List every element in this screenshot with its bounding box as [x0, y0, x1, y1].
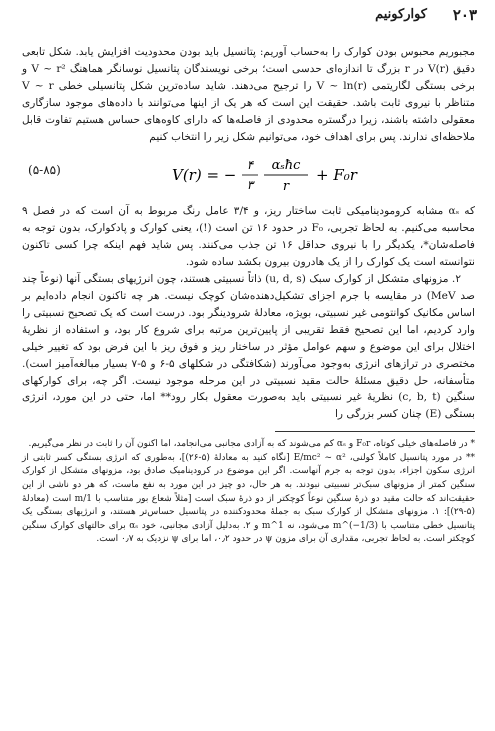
equation-lhs: V(r) = − — [172, 166, 237, 185]
fraction-1-numerator: ۴ — [246, 158, 254, 173]
paragraph-light-mesons: ۲. مزونهای متشکل از کوارک سبک (u, d, s) ذاتاً نسبیتی هستند، چون انرژیهای بستگی آنها (نوعاً چند صد MeV) در مقایسه با جرم اجزای تشکیل‌دهنده‌شان کوچک نیست. هر چه تاکنون انجام داده‌ایم بر اساس مکانیک کوانتومی غیر نسبیتی، بویژه، معادلهٔ شرودینگر بود. درست است که یک تصحیح نسبیتی را وارد کردیم، اما این تصحیح فقط تقریبی از پایین‌ترین مرتبه برای شروع کار بود، و استفاده از نظریهٔ اختلال برای این موضوع و سهم عوامل مؤثر در ساختار ریز و فوق ریز با این فرض بود که تغییر خیلی مختصری در ترازهای انرژی به‌وجود می‌آورند (شکافتگی در شکلهای ۵-۶ و ۵-۷ بسیار مبالغه‌آمیز است). متأسفانه، حل دقیق مسئلهٔ حالت مقید نسبیتی در این مرحله موجود نیست. اگر چه، برای کوارکهای سنگین (c, b, t) نظریهٔ غیر نسبیتی باید به‌صورت معقول بکار رود** اما، حتی در این مورد، انرژی بستگی (E) چنان کسر بزرگی را — [22, 273, 475, 421]
equation-block — [22, 151, 475, 195]
fraction-1-denominator: ۳ — [246, 178, 254, 193]
paragraph-intro: مجبوریم محبوس بودن کوارک را به‌حساب آوریم: پتانسیل باید بودن محدودیت افزایش یابد. شکل تابعی دقیق V(r) در r بزرگ تا اندازه‌ای حدسی است؛ برخی نویسندگان پتانسیل نوسانگر هماهنگ V ~ r² و برخی بستگی لگاریتمی V ~ ln(r) را ترجیح می‌دهند. شاید ساده‌ترین شکل پتانسیلی خطی V ~ r متناظر با نیروی ثابت باشد. حقیقت این است که هر یک از اینها می‌توانند با داده‌های موجود سازگاری معقولی داشته باشند، زیرا درگستره محدودی از فاصله‌ها که دارای کاوه‌های حساس هستیم تفاوت قابل ملاحظه‌ای ندارند. پس برای اهداف خود، می‌توانیم شکل زیر را انتخاب کنیم — [22, 46, 475, 143]
equation-number: (۵-۸۵) — [28, 163, 61, 178]
fraction-2-denominator: r — [282, 179, 290, 195]
body-text — [22, 44, 475, 547]
equation — [172, 155, 402, 197]
page-number: ۲۰۳ — [452, 6, 477, 24]
footnote-divider — [275, 431, 475, 432]
footnote-2: ** در مورد پتانسیل کاملاً کولنی، E/mc² ~ α² [نگاه کنید به معادلهٔ (۵-۲۶)]، به‌طوری که انرژی بستگی کسر ثابتی از انرژی سکون اجزاء، بدون توجه به جرم آنهاست. اگر این موضوع در کرودینامیک صادق بود، مزونهای متشکل از کوارک سنگین کمتر از مزونهای سبک‌تر نسبیتی نبودند. به هر حال، دو چیز در این مورد به نفع ماست، که هر دو ناشی از این حقیقت‌اند که حالت مقید دو ذرهٔ سنگین نوعاً کوچکتر از دو ذرهٔ سبک است [مثلاً شعاع بور متناسب با 1/m است (معادلهٔ (۵-۲۹)]: ۱. مزونهای متشکل از کوارک سبک به جملهٔ محدودکننده در پتانسیل حساس‌تر هستند، و انرژیهای بستگی یک پتانسیل خطی متناسب با m^(−1/3) می‌شود، نه m^1 و ۲. به‌دلیل آزادی مجانبی، خود αₛ برای حالتهای کوارک سنگین کوچکتر است. به لحاظ تجربی، مقداری آن برای مزون ψ در حدود ۰٫۲، اما برای ψ نزدیک به ۰٫۷ است. — [22, 452, 476, 545]
fraction-2-numerator: αₛħc — [271, 158, 301, 174]
running-title: کوارکونیم — [375, 7, 427, 22]
page-header — [22, 6, 477, 28]
paragraph-alpha: که αₛ مشابه کرومودینامیکی ثابت ساختار ریز، و ۳/۴ عامل رنگ مربوط به آن است که در فصل ۹ محاسبه می‌کنیم. به لحاظ تجربی، F₀ در حدود ۱۶ تن است (!)، یعنی کوارک و پادکوارک، بدون توجه به فاصله‌شان*، یکدیگر را با نیروی حداقل ۱۶ تن جذب می‌کنند. پس شاید فهم اینکه چرا کسی تاکنون نتوانسته است یک کوارک را از یک هادرون بیرون بکشد ساده شود. — [22, 205, 476, 269]
equation-tail: + F₀r — [316, 166, 357, 185]
footnote-1: * در فاصله‌های خیلی کوتاه، F₀r و αₛ کم می‌شوند که به آزادی مجانبی می‌انجامد، اما اکنون آن را ثابت در نظر می‌گیریم. — [28, 439, 475, 450]
